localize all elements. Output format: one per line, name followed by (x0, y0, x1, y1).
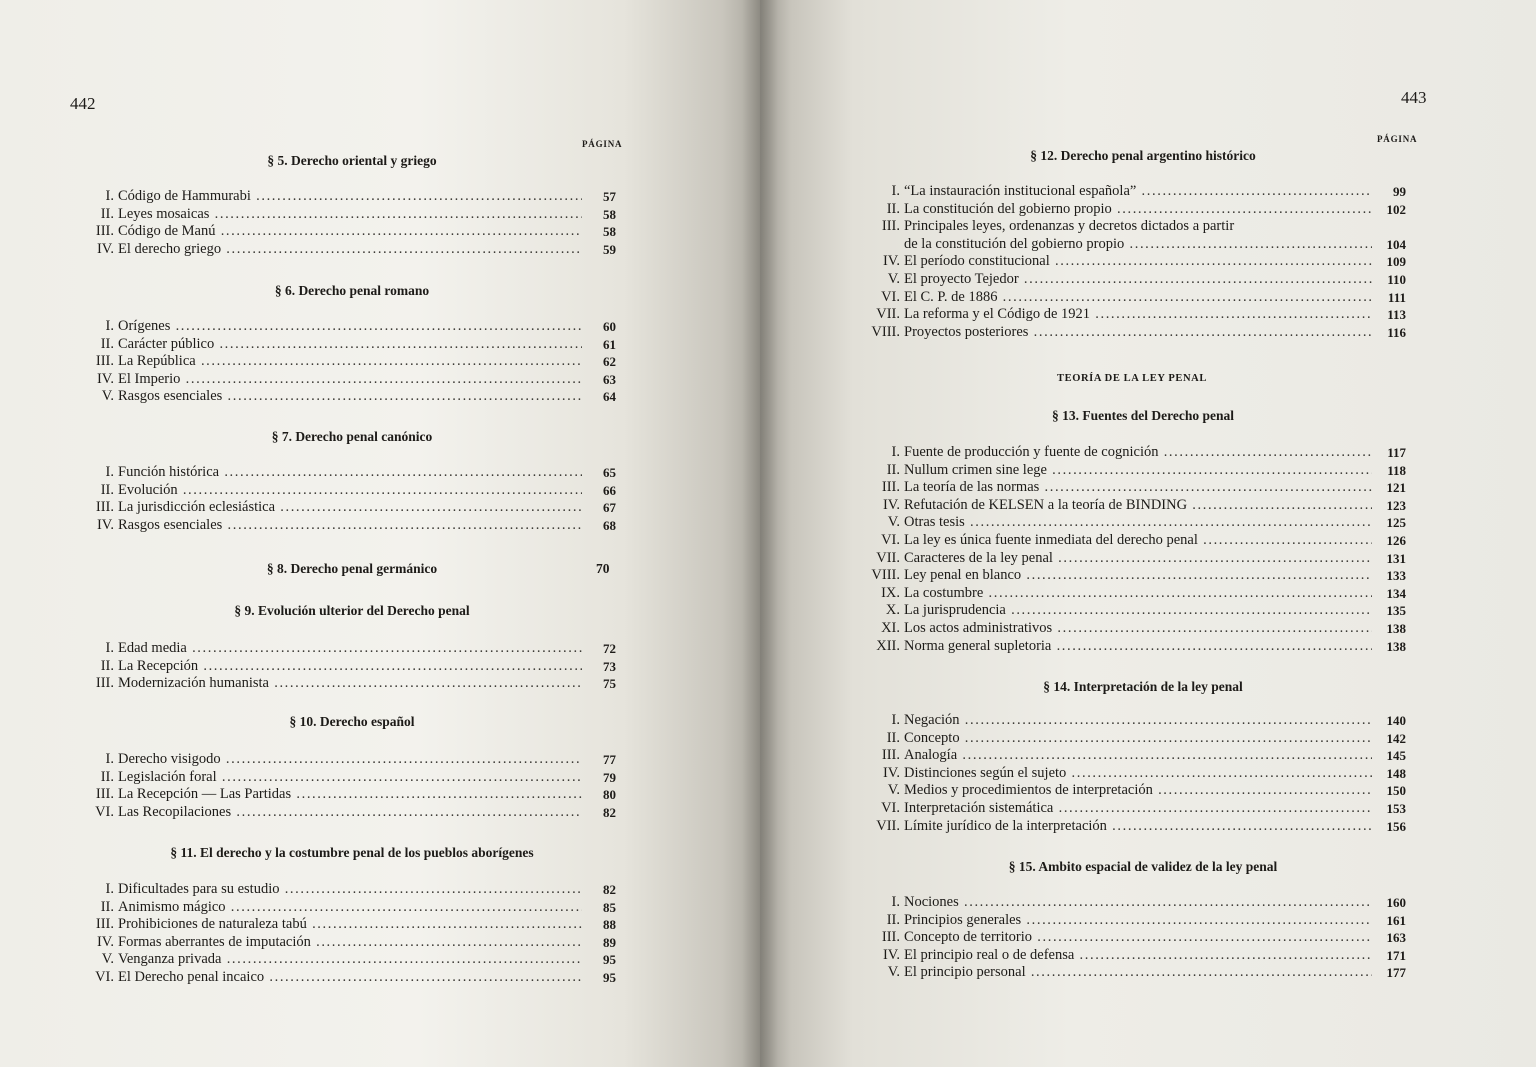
entry-title: La ley es única fuente inmediata del derecho penal ..... (904, 532, 1372, 549)
toc-entry[interactable] (866, 818, 1406, 835)
entry-title: La constitución del gobierno propio ..... (904, 201, 1372, 218)
toc-entry[interactable] (866, 620, 1406, 637)
entry-page-number: 118 (1387, 462, 1406, 478)
entry-roman-numeral: IV. (96, 933, 114, 950)
entry-title: Límite jurídico de la interpretación ..... (904, 818, 1372, 835)
entry-page-number: 131 (1386, 550, 1406, 566)
toc-entry[interactable] (80, 675, 616, 692)
entry-page-number: 121 (1386, 480, 1406, 496)
entry-roman-numeral: VII. (876, 817, 900, 834)
entry-page-number: 142 (1386, 730, 1406, 746)
entry-title: Código de Hammurabi ..... (118, 188, 582, 205)
section-title[interactable]: § 14. Interpretación de la ley penal (1043, 679, 1243, 694)
toc-entry[interactable] (866, 585, 1406, 602)
entry-page-number: 113 (1387, 307, 1406, 323)
entry-title: Fuente de producción y fuente de cognición ..... (904, 444, 1372, 461)
entry-title: Edad media ..... (118, 640, 582, 657)
toc-entry[interactable] (866, 765, 1406, 782)
entry-roman-numeral: I. (105, 318, 114, 334)
entry-roman-numeral: III. (881, 929, 900, 946)
entry-title: Principios generales ..... (904, 912, 1372, 929)
entry-title: “La instauración institucional española” ..... (904, 183, 1372, 200)
toc-entry[interactable] (866, 444, 1406, 461)
entry-page-number: 99 (1393, 184, 1406, 199)
toc-entry[interactable] (866, 912, 1406, 929)
entry-title: El período constitucional ..... (904, 253, 1372, 270)
entry-roman-numeral: IV. (882, 946, 900, 963)
entry-roman-numeral: I. (891, 712, 900, 728)
entry-title: La Recepción ..... (118, 658, 582, 675)
toc-entry[interactable] (80, 499, 616, 516)
entry-roman-numeral: III. (881, 747, 900, 764)
entry-roman-numeral: I. (891, 444, 900, 460)
entry-roman-numeral: IV. (96, 370, 114, 387)
entry-roman-numeral: II. (886, 911, 900, 928)
entry-page-number: 140 (1386, 713, 1406, 728)
entry-title: Orígenes ..... (118, 318, 582, 335)
entry-page-number: 111 (1387, 289, 1406, 305)
section-title[interactable]: § 12. Derecho penal argentino histórico (1030, 148, 1256, 163)
entry-roman-numeral: III. (95, 223, 114, 239)
entry-title: La reforma y el Código de 1921 ..... (904, 306, 1372, 323)
toc-entry[interactable] (866, 218, 1406, 235)
entry-title: Dificultades para su estudio ..... (118, 881, 582, 898)
section-title[interactable]: § 7. Derecho penal canónico (271, 429, 433, 444)
entry-page-number: 66 (603, 482, 616, 498)
entry-page-number: 109 (1386, 254, 1406, 270)
entry-title: Los actos administrativos ..... (904, 620, 1372, 637)
entry-title: Carácter público ..... (118, 336, 582, 353)
entry-title: Refutación de KELSEN a la teoría de BINDING ..... (904, 497, 1372, 514)
entry-page-number: 153 (1386, 801, 1406, 816)
entry-page-number: 82 (603, 804, 616, 820)
entry-title: Concepto de territorio ..... (904, 929, 1372, 946)
entry-title: Modernización humanista ..... (118, 675, 582, 692)
entry-page-number: 104 (1386, 236, 1406, 252)
toc-entry[interactable] (80, 969, 616, 986)
entry-title: La teoría de las normas ..... (904, 479, 1372, 496)
toc-entry[interactable] (866, 747, 1406, 764)
entry-roman-numeral: VII. (876, 306, 900, 323)
entry-page-number: 75 (603, 676, 616, 691)
entry-page-number: 64 (603, 389, 616, 404)
entry-title: Principales leyes, ordenanzas y decretos dictados a partir (904, 218, 1235, 235)
section-title[interactable]: § 10. Derecho español (289, 714, 415, 729)
entry-roman-numeral: II. (886, 200, 900, 217)
entry-page-number: 89 (603, 934, 616, 950)
entry-title: El Imperio ..... (118, 371, 582, 388)
entry-page-number: 123 (1386, 497, 1406, 513)
section-title[interactable]: § 15. Ambito espacial de validez de la ley penal (1008, 859, 1278, 874)
entry-title: El derecho griego ..... (118, 241, 582, 258)
entry-title: El proyecto Tejedor ..... (904, 271, 1372, 288)
entry-roman-numeral: II. (886, 729, 900, 746)
entry-roman-numeral: III. (95, 675, 114, 691)
toc-entry[interactable] (80, 206, 616, 223)
entry-roman-numeral: VI. (881, 532, 900, 548)
entry-title: Las Recopilaciones ..... (118, 804, 582, 821)
toc-entry[interactable] (866, 782, 1406, 799)
entry-roman-numeral: V. (887, 782, 900, 799)
entry-roman-numeral: III. (95, 786, 114, 802)
entry-roman-numeral: I. (105, 640, 114, 656)
entry-roman-numeral: V. (887, 514, 900, 531)
entry-roman-numeral: III. (95, 499, 114, 515)
toc-entry[interactable] (80, 951, 616, 968)
entry-title: Código de Manú ..... (118, 223, 582, 240)
toc-entry[interactable] (866, 497, 1406, 514)
entry-page-number: 95 (603, 969, 616, 985)
entry-roman-numeral: VI. (881, 288, 900, 305)
entry-page-number: 72 (603, 641, 616, 656)
book-spine (742, 0, 778, 1067)
entry-page-number: 156 (1386, 818, 1406, 834)
entry-page-number: 177 (1386, 965, 1406, 981)
toc-entry[interactable] (80, 786, 616, 803)
entry-title: Evolución ..... (118, 482, 582, 499)
entry-roman-numeral: IV. (882, 253, 900, 270)
entry-title: Función histórica ..... (118, 464, 582, 481)
entry-page-number: 133 (1386, 568, 1406, 584)
entry-title: La República ..... (118, 353, 582, 370)
entry-page-number: 60 (603, 319, 616, 334)
entry-title: Prohibiciones de naturaleza tabú ..... (118, 916, 582, 933)
entry-roman-numeral: III. (881, 479, 900, 496)
entry-page-number: 68 (603, 517, 616, 533)
entry-title: Leyes mosaicas ..... (118, 206, 582, 223)
toc-entry[interactable] (866, 712, 1406, 729)
toc-entry[interactable] (866, 929, 1406, 946)
entry-page-number: 63 (603, 371, 616, 387)
entry-page-number: 148 (1386, 765, 1406, 781)
entry-page-number: 160 (1386, 895, 1406, 910)
entry-page-number: 125 (1386, 515, 1406, 531)
entry-page-number: 163 (1386, 930, 1406, 946)
toc-entry[interactable] (80, 241, 616, 258)
entry-page-number: 126 (1386, 533, 1406, 548)
entry-roman-numeral: VIII. (871, 567, 900, 584)
entry-roman-numeral: I. (105, 751, 114, 767)
entry-page-number: 79 (603, 769, 616, 785)
entry-roman-numeral: III. (95, 353, 114, 369)
toc-entry[interactable] (80, 318, 616, 335)
entry-title: Proyectos posteriores ..... (904, 324, 1372, 341)
entry-page-number: 62 (603, 354, 616, 369)
entry-page-number: 102 (1386, 201, 1406, 217)
entry-roman-numeral: I. (105, 881, 114, 897)
entry-page-number: 134 (1386, 585, 1406, 601)
entry-title: Norma general supletoria ..... (904, 638, 1372, 655)
entry-page-number: 117 (1387, 445, 1406, 460)
toc-entry[interactable] (80, 464, 616, 481)
toc-entry[interactable] (80, 336, 616, 353)
page-number: 442 (70, 94, 96, 113)
toc-entry[interactable] (80, 517, 616, 534)
toc-entry[interactable] (866, 462, 1406, 479)
toc-entry[interactable] (80, 751, 616, 768)
entry-title: La Recepción — Las Partidas ..... (118, 786, 582, 803)
section-title[interactable]: § 13. Fuentes del Derecho penal (1052, 408, 1234, 423)
entry-roman-numeral: VI. (881, 800, 900, 816)
entry-roman-numeral: III. (95, 916, 114, 932)
toc-entry[interactable] (80, 881, 616, 898)
entry-page-number: 65 (603, 465, 616, 480)
section-title[interactable]: § 8. Derecho penal germánico (266, 561, 438, 576)
entry-roman-numeral: II. (100, 657, 114, 674)
toc-entry[interactable] (866, 567, 1406, 584)
toc-entry[interactable] (80, 388, 616, 405)
entry-roman-numeral: X. (885, 602, 900, 619)
entry-roman-numeral: VI. (95, 803, 114, 820)
entry-page-number: 73 (603, 658, 616, 674)
entry-title: Animismo mágico ..... (118, 899, 582, 916)
pagina-label: PÁGINA (582, 139, 623, 149)
toc-entry[interactable] (80, 371, 616, 388)
toc-entry[interactable] (866, 800, 1406, 817)
toc-entry[interactable] (80, 769, 616, 786)
entry-roman-numeral: VI. (95, 968, 114, 985)
entry-page-number: 145 (1386, 748, 1406, 764)
toc-entry[interactable] (866, 550, 1406, 567)
entry-page-number: 110 (1387, 272, 1406, 287)
entry-roman-numeral: IV. (882, 496, 900, 513)
toc-entry[interactable] (80, 658, 616, 675)
left-page (0, 0, 760, 1067)
section-title[interactable]: § 5. Derecho oriental y griego (267, 153, 437, 168)
toc-entry[interactable] (866, 514, 1406, 531)
entry-roman-numeral: XII. (876, 637, 900, 654)
toc-entry[interactable] (80, 640, 616, 657)
pagina-label: PÁGINA (1377, 134, 1418, 144)
toc-entry[interactable] (80, 934, 616, 951)
entry-title: El principio real o de defensa ..... (904, 947, 1372, 964)
toc-entry[interactable] (866, 271, 1406, 288)
entry-page-number: 58 (603, 224, 616, 239)
entry-roman-numeral: II. (886, 461, 900, 478)
entry-page-number: 67 (603, 500, 616, 515)
entry-roman-numeral: XI. (881, 620, 900, 636)
entry-roman-numeral: IV. (96, 516, 114, 533)
entry-roman-numeral: IX. (881, 584, 900, 601)
page-number: 443 (1401, 88, 1427, 107)
toc-entry[interactable] (866, 324, 1406, 341)
toc-entry[interactable] (80, 482, 616, 499)
entry-title: Legislación foral ..... (118, 769, 582, 786)
entry-roman-numeral: IV. (882, 764, 900, 781)
entry-title: Otras tesis ..... (904, 514, 1372, 531)
entry-roman-numeral: III. (881, 218, 900, 235)
entry-roman-numeral: I. (891, 894, 900, 910)
entry-roman-numeral: II. (100, 481, 114, 498)
entry-page-number: 77 (603, 752, 616, 767)
entry-title: Rasgos esenciales ..... (118, 388, 582, 405)
toc-entry[interactable] (866, 253, 1406, 270)
entry-title: La jurisdicción eclesiástica ..... (118, 499, 582, 516)
entry-roman-numeral: V. (887, 271, 900, 287)
part-heading: TEORÍA DE LA LEY PENAL (1057, 373, 1207, 384)
entry-roman-numeral: I. (105, 188, 114, 204)
toc-entry[interactable] (866, 602, 1406, 619)
entry-title-continued: de la constitución del gobierno propio ..... (904, 236, 1372, 253)
entry-page-number: 59 (603, 241, 616, 257)
entry-page-number: 171 (1386, 947, 1406, 963)
entry-roman-numeral: IV. (96, 240, 114, 257)
right-page (760, 0, 1536, 1067)
entry-roman-numeral: V. (101, 388, 114, 404)
entry-roman-numeral: VII. (876, 549, 900, 566)
toc-entry-continuation (866, 236, 1406, 253)
entry-title: Derecho visigodo ..... (118, 751, 582, 768)
toc-entry[interactable] (80, 188, 616, 205)
toc-entry[interactable] (80, 804, 616, 821)
section-title[interactable]: § 11. El derecho y la costumbre penal de los pueblos aborígenes (170, 845, 534, 860)
toc-entry[interactable] (866, 947, 1406, 964)
toc-entry[interactable] (866, 306, 1406, 323)
toc-entry[interactable] (866, 479, 1406, 496)
toc-entry[interactable] (866, 638, 1406, 655)
section-page-number: 70 (596, 561, 610, 576)
entry-title: Nociones ..... (904, 894, 1372, 911)
entry-page-number: 58 (603, 206, 616, 222)
entry-title: Caracteres de la ley penal ..... (904, 550, 1372, 567)
section-title[interactable]: § 6. Derecho penal romano (274, 283, 430, 298)
toc-entry[interactable] (866, 894, 1406, 911)
toc-entry[interactable] (866, 289, 1406, 306)
entry-title: Venganza privada ..... (118, 951, 582, 968)
toc-entry[interactable] (80, 916, 616, 933)
entry-roman-numeral: II. (100, 335, 114, 352)
entry-roman-numeral: I. (105, 464, 114, 480)
entry-title: Ley penal en blanco ..... (904, 567, 1372, 584)
entry-roman-numeral: II. (100, 205, 114, 222)
entry-title: Concepto ..... (904, 730, 1372, 747)
entry-title: Interpretación sistemática ..... (904, 800, 1372, 817)
toc-entry[interactable] (866, 964, 1406, 981)
entry-title: El principio personal ..... (904, 964, 1372, 981)
entry-roman-numeral: I. (891, 183, 900, 199)
entry-roman-numeral: II. (100, 768, 114, 785)
toc-entry[interactable] (866, 183, 1406, 200)
toc-entry[interactable] (80, 223, 616, 240)
entry-page-number: 57 (603, 189, 616, 204)
entry-page-number: 138 (1386, 638, 1406, 654)
entry-title: La costumbre ..... (904, 585, 1372, 602)
entry-title: Distinciones según el sujeto ..... (904, 765, 1372, 782)
entry-page-number: 116 (1387, 324, 1406, 340)
entry-page-number: 161 (1386, 912, 1406, 928)
entry-page-number: 88 (603, 917, 616, 932)
entry-roman-numeral: II. (100, 898, 114, 915)
entry-title: Negación ..... (904, 712, 1372, 729)
entry-roman-numeral: V. (887, 964, 900, 981)
toc-entry[interactable] (80, 353, 616, 370)
entry-page-number: 150 (1386, 783, 1406, 799)
entry-page-number: 135 (1386, 603, 1406, 619)
section-title[interactable]: § 9. Evolución ulterior del Derecho penal (234, 603, 470, 618)
entry-title: Medios y procedimientos de interpretación ..... (904, 782, 1372, 799)
entry-title: Rasgos esenciales ..... (118, 517, 582, 534)
toc-entry[interactable] (80, 899, 616, 916)
entry-page-number: 85 (603, 899, 616, 915)
entry-page-number: 80 (603, 787, 616, 802)
toc-entry[interactable] (866, 532, 1406, 549)
entry-roman-numeral: VIII. (871, 323, 900, 340)
entry-page-number: 138 (1386, 621, 1406, 636)
entry-roman-numeral: V. (101, 951, 114, 967)
toc-entry[interactable] (866, 201, 1406, 218)
entry-title: Formas aberrantes de imputación ..... (118, 934, 582, 951)
entry-page-number: 82 (603, 882, 616, 897)
toc-entry[interactable] (866, 730, 1406, 747)
entry-title: El Derecho penal incaico ..... (118, 969, 582, 986)
entry-title: El C. P. de 1886 ..... (904, 289, 1372, 306)
entry-title: Analogía ..... (904, 747, 1372, 764)
entry-page-number: 61 (603, 336, 616, 352)
entry-title: La jurisprudencia ..... (904, 602, 1372, 619)
entry-title: Nullum crimen sine lege ..... (904, 462, 1372, 479)
entry-page-number: 95 (603, 952, 616, 967)
